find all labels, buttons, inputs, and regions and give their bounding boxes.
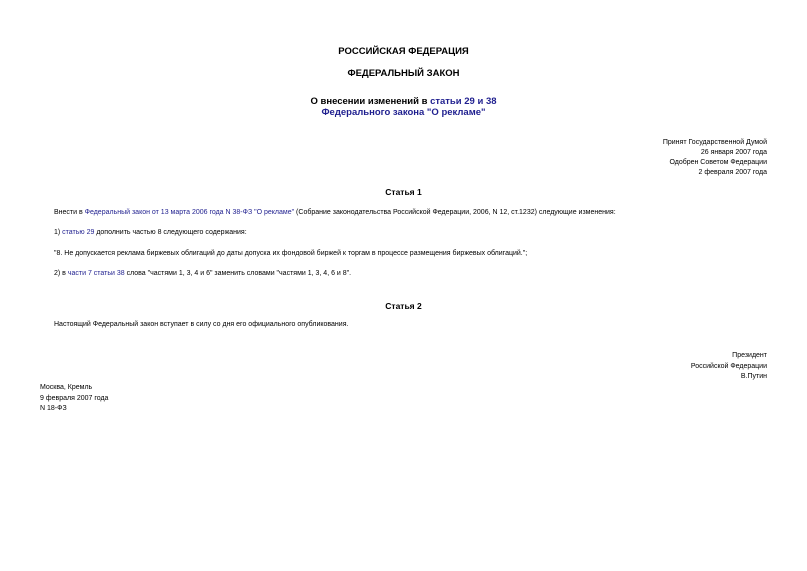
law-title-line2 — [0, 107, 807, 118]
article1-item1 — [54, 229, 247, 236]
article2-text: Настоящий Федеральный закон вступает в силу со дня его официального опубликования. — [54, 321, 349, 328]
item2-prefix: 2) в — [54, 270, 68, 277]
law-type-heading: ФЕДЕРАЛЬНЫЙ ЗАКОН — [347, 68, 460, 79]
federal-law-link[interactable]: Федеральный закон от 13 марта 2006 года N 38-ФЗ "О рекламе" — [84, 209, 295, 216]
article1-item2 — [54, 270, 351, 277]
article1-intro — [54, 209, 616, 216]
place-location: Москва, Кремль — [40, 384, 93, 391]
title-prefix: О внесении изменений в — [310, 96, 431, 107]
place-date: 9 февраля 2007 года — [40, 394, 109, 402]
country-heading: РОССИЙСКАЯ ФЕДЕРАЦИЯ — [338, 46, 469, 57]
article1-intro-prefix: Внести в — [54, 209, 85, 216]
signature-title: Президент — [732, 352, 767, 359]
item2-suffix: слова "частями 1, 3, 4 и 6" заменить словами "частями 1, 3, 4, 6 и 8". — [124, 270, 352, 277]
adoption-duma-date: 26 января 2007 года — [700, 149, 767, 156]
item1-prefix: 1) — [54, 229, 63, 236]
signature-name: В.Путин — [740, 373, 767, 380]
article1-intro-suffix: (Собрание законодательства Российской Федерации, 2006, N 12, ст.1232) следующие изменения: — [294, 209, 616, 216]
item1-suffix: дополнить частью 8 следующего содержания: — [94, 229, 247, 236]
article2-heading: Статья 2 — [385, 301, 422, 311]
article1-heading: Статья 1 — [385, 187, 422, 197]
article1-quote: "8. Не допускается реклама биржевых облигаций до даты допуска их фондовой биржей к торгам в процессе размещения биржевых облигаций."; — [54, 250, 528, 257]
place-block — [40, 383, 108, 415]
signature-block — [691, 351, 767, 383]
adoption-duma: Принят Государственной Думой — [662, 139, 767, 146]
title-articles-link[interactable]: статьи 29 и 38 — [430, 96, 497, 107]
adoption-council-date: 2 февраля 2007 года — [698, 169, 767, 176]
adoption-council: Одобрен Советом Федерации — [669, 159, 767, 166]
signature-country: Российской Федерации — [690, 362, 767, 370]
article29-link[interactable]: статью 29 — [62, 229, 95, 236]
adoption-block — [663, 138, 767, 178]
title-law-link[interactable]: Федерального закона "О рекламе" — [321, 107, 486, 118]
law-number: N 18-ФЗ — [40, 405, 67, 412]
law-title-line1 — [0, 96, 807, 107]
article38-part7-link[interactable]: части 7 статьи 38 — [67, 270, 125, 277]
